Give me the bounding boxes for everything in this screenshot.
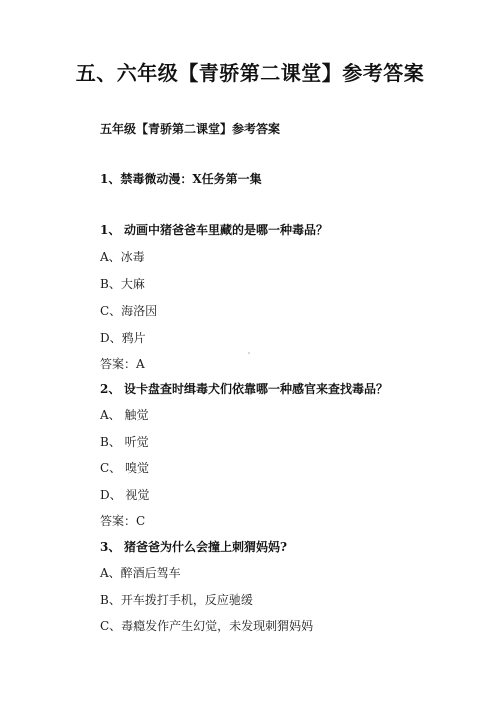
question-2 — [100, 382, 388, 396]
question-3-option-b: B、开车拨打手机，反应驰缓 — [100, 593, 253, 607]
question-3 — [100, 540, 287, 554]
question-1-option-c: C、海洛因 — [100, 304, 158, 318]
lesson-heading: 1、禁毒微动漫：X任务第一集 — [100, 172, 262, 186]
question-1-option-d: D、鸦片 — [100, 331, 146, 345]
question-2-text: 设卡盘查时缉毒犬们依靠哪一种感官来查找毒品？ — [124, 382, 389, 396]
section-title: 五年级【青骄第二课堂】参考答案 — [100, 122, 281, 136]
question-2-option-b: B、 听觉 — [100, 435, 149, 449]
question-3-option-a: A、醉酒后驾车 — [100, 566, 181, 580]
question-1-option-a: A、冰毒 — [100, 250, 145, 264]
question-3-number: 3、 — [100, 540, 121, 554]
question-2-option-c: C、 嗅觉 — [100, 461, 149, 475]
document-title: 五、六年级【青骄第二课堂】参考答案 — [75, 61, 425, 85]
scan-speck — [248, 352, 250, 354]
question-2-answer: 答案：C — [100, 514, 146, 528]
question-1-text: 动画中猪爸爸车里藏的是哪一种毒品？ — [124, 223, 329, 237]
question-1 — [100, 223, 328, 237]
question-1-option-b: B、大麻 — [100, 277, 145, 291]
question-2-option-d: D、 视觉 — [100, 488, 150, 502]
question-1-number: 1、 — [100, 223, 121, 237]
question-2-option-a: A、 触觉 — [100, 408, 149, 422]
question-3-option-c: C、毒瘾发作产生幻觉，未发现刺猬妈妈 — [100, 619, 314, 633]
question-2-number: 2、 — [100, 382, 121, 396]
question-3-text: 猪爸爸为什么会撞上刺猬妈妈? — [124, 540, 288, 554]
question-1-answer: 答案：A — [100, 357, 145, 371]
